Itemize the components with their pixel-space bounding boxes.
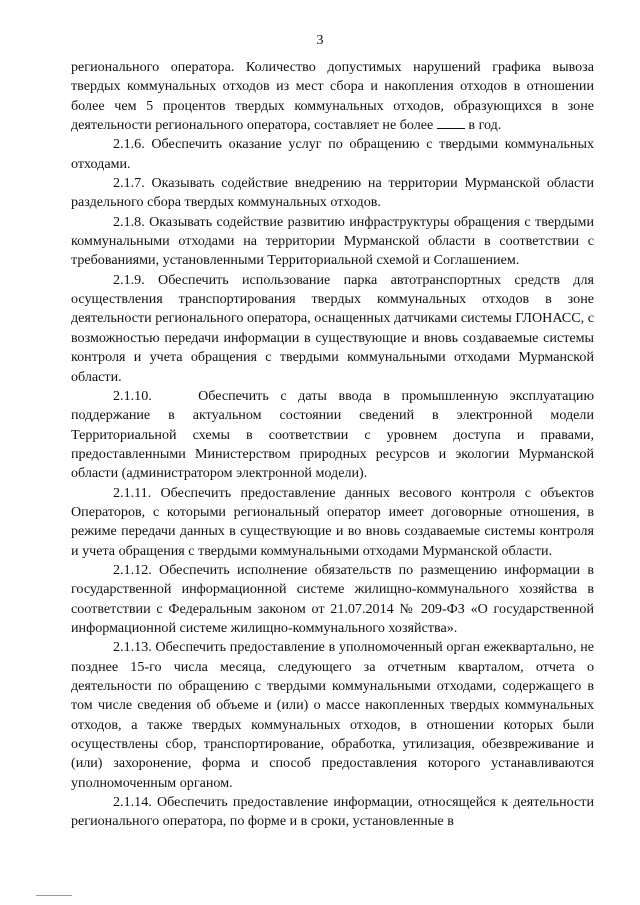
paragraph-continuation	[71, 58, 594, 135]
blank-field	[437, 116, 465, 129]
document-body	[71, 58, 598, 832]
paragraph-2-1-6: 2.1.6. Обеспечить оказание услуг по обращению с твердыми коммунальных отходами.	[71, 136, 594, 172]
paragraph-2-1-11: 2.1.11. Обеспечить предоставление данных весового контроля с объектов Операторов, с которыми региональный оператор имеет договорные отношения, в режиме передачи данных в существующие и во вновь создаваемые системы контроля и учета обращения с твердыми коммунальными отходами Мурманской области.	[71, 484, 594, 559]
paragraph-text: регионального оператора. Количество допустимых нарушений графика вывоза твердых коммунальных отходов из мест сбора и накопления отходов в отношении более чем 5 процентов твердых коммунальных отходов, образующихся в зоне деятельности регионального оператора, составляет не более	[71, 59, 594, 134]
paragraph-2-1-10: 2.1.10. Обеспечить с даты ввода в промышленную эксплуатацию поддержание в актуальном состоянии сведений в электронной модели Территориальной схемы в соответствии с уровнем доступа и правами, предоставленными Министерством природных ресурсов и экологии Мурманской области (администратором электронной модели).	[71, 387, 598, 482]
footer-rule	[36, 895, 72, 896]
paragraph-2-1-7: 2.1.7. Оказывать содействие внедрению на территории Мурманской области раздельного сбора твердых коммунальных отходов.	[71, 175, 594, 211]
paragraph-2-1-12: 2.1.12. Обеспечить исполнение обязательств по размещению информации в государственной информационной системе жилищно-коммунального хозяйства в соответствии с Федеральным законом от 21.07.2014 № 209-ФЗ «О государственной информационной системе жилищно-коммунального хозяйства».	[71, 561, 594, 636]
page-number: 3	[316, 33, 324, 48]
paragraph-2-1-14: 2.1.14. Обеспечить предоставление информации, относящейся к деятельности регионального оператора, по форме и в сроки, установленные в	[71, 794, 594, 830]
paragraph-2-1-13: 2.1.13. Обеспечить предоставление в уполномоченный орган ежеквартально, не позднее 15-го числа месяца, следующего за отчетным кварталом, отчета о деятельности по обращению с твердыми коммунальными отходами, содержащего в том числе сведения об объеме и (или) о массе накопленных твердых коммунальных отходов, а также твердых коммунальных отходов, в отношении которых были осуществлены сбор, транспортирование, обработка, утилизация, обезвреживание и (или) захоронение, форма и способ предоставления которого устанавливаются уполномоченным органом.	[71, 639, 594, 791]
paragraph-tail: в год.	[468, 117, 502, 134]
paragraph-2-1-9: 2.1.9. Обеспечить использование парка автотранспортных средств для осуществления транспортирования твердых коммунальных отходов в зоне деятельности регионального оператора, оснащенных датчиками системы ГЛОНАСС, с возможностью передачи информации в существующие и вновь создаваемые системы контроля и учета обращения с твердыми коммунальными отходами Мурманской области.	[71, 271, 594, 385]
paragraph-2-1-8: 2.1.8. Оказывать содействие развитию инфраструктуры обращения с твердыми коммунальными отходами на территории Мурманской области в соответствии с требованиями, установленными Территориальной схемой и Соглашением.	[71, 213, 594, 269]
